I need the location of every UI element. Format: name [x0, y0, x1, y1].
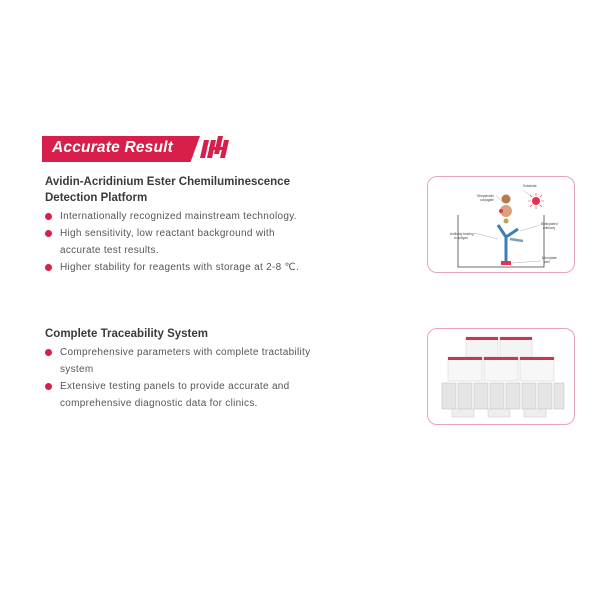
diagram-label-biotinylated: Biotinylated	[541, 222, 558, 226]
diagram-label-substrate: Substrate	[523, 184, 537, 188]
reagent-box-icon	[520, 357, 554, 381]
list-item-text: High sensitivity, low reactant background with	[60, 228, 275, 239]
antibody-icon	[498, 219, 523, 266]
section-title-line: Avidin-Acridinium Ester Chemiluminescence	[45, 176, 290, 188]
list-item-text: Extensive testing panels to provide accurate and	[60, 381, 290, 392]
list-item	[45, 344, 375, 378]
list-item	[45, 378, 375, 412]
assay-diagram-card	[427, 176, 575, 273]
section-chemiluminescence	[45, 174, 375, 276]
reagent-kits-card	[427, 328, 575, 425]
list-item-text-continued: comprehensive diagnostic data for clinics.	[60, 398, 258, 409]
bullet-list	[45, 344, 375, 412]
reagent-box-icon	[484, 357, 518, 381]
section-title: Complete Traceability System	[45, 328, 208, 340]
streptavidin-conjugate-icon	[499, 195, 512, 218]
diagram-label-microplate-2: well	[544, 260, 550, 264]
list-item-text: Comprehensive parameters with complete tractability	[60, 347, 311, 358]
list-item	[45, 208, 375, 225]
diagram-label-streptavidin: Streptavidin	[477, 194, 494, 198]
diagram-label-biotinylated-2: antibody	[543, 226, 556, 230]
reagent-box-icon	[500, 337, 532, 359]
reagent-tray-icon	[452, 409, 546, 417]
brand-mark-icon	[200, 136, 232, 162]
list-item	[45, 225, 375, 259]
diagram-label-microplate: Microplate	[542, 256, 557, 260]
bullet-dot-icon	[45, 383, 52, 390]
reagent-box-icon	[448, 357, 482, 381]
bullet-list	[45, 208, 375, 276]
assay-diagram	[428, 177, 574, 272]
substrate-flash-icon	[528, 193, 544, 209]
list-item-text: Higher stability for reagents with storage at 2-8 ℃.	[60, 262, 300, 273]
reagent-pack-row	[442, 383, 564, 409]
reagent-kits-illustration	[428, 329, 574, 424]
banner-title: Accurate Result	[52, 139, 174, 156]
list-item-text-continued: accurate test results.	[60, 245, 159, 256]
section-banner	[42, 136, 232, 162]
diagram-label-antibody-binding: Antibody binding	[450, 232, 474, 236]
bullet-dot-icon	[45, 264, 52, 271]
diagram-label-streptavidin-2: conjugate	[480, 198, 494, 202]
reagent-box-icon	[466, 337, 498, 359]
bullet-dot-icon	[45, 349, 52, 356]
section-title-line: Detection Platform	[45, 192, 148, 204]
bullet-dot-icon	[45, 213, 52, 220]
diagram-label-antibody-binding-2: to antigen	[454, 236, 469, 240]
section-title	[45, 174, 375, 206]
list-item	[45, 259, 375, 276]
list-item-text-continued: system	[60, 364, 94, 375]
section-traceability	[45, 326, 375, 412]
bullet-dot-icon	[45, 230, 52, 237]
microplate-well-outline	[458, 215, 544, 267]
list-item-text: Internationally recognized mainstream technology.	[60, 211, 297, 222]
